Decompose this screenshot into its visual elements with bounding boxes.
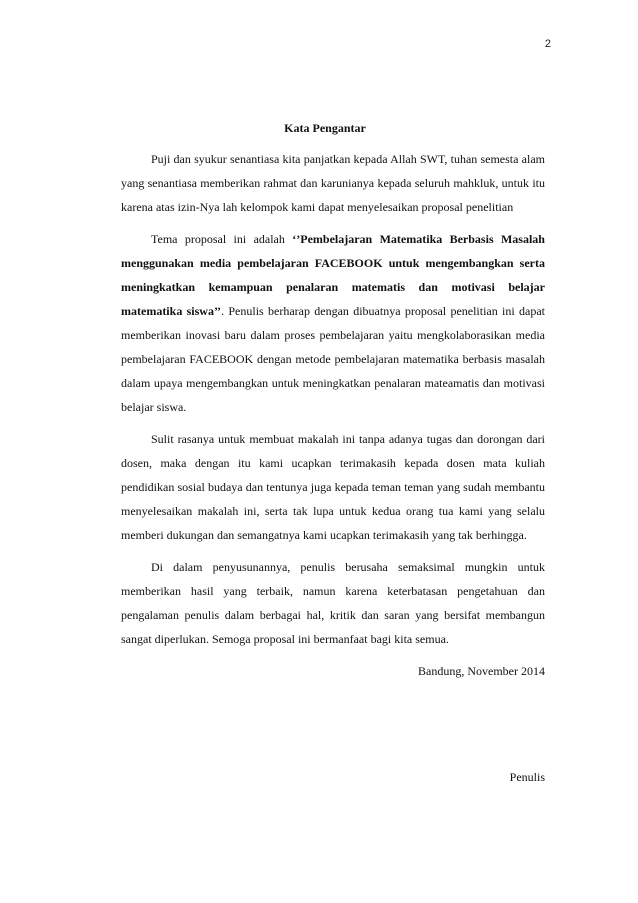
page-number: 2: [544, 38, 551, 50]
paragraph-2: [121, 227, 545, 419]
paragraph-3: Sulit rasanya untuk membuat makalah ini tanpa adanya tugas dan dorongan dari dosen, maka dengan itu kami ucapkan terimakasih kepada dosen mata kuliah pendidikan sosial budaya dan tentunya juga kepada teman teman yang sudah membantu menyelesaikan makalah ini, serta tak lupa untuk kedua orang tua kami yang selalu memberi dukungan dan semangatnya kami ucapkan terimakasih yang tak berhingga.: [121, 432, 545, 542]
page-title: Kata Pengantar: [284, 121, 366, 135]
signer: Penulis: [509, 770, 545, 784]
paragraph-2-suffix: . Penulis berharap dengan dibuatnya proposal penelitian ini dapat memberikan inovasi baru dalam proses pembelajaran yaitu mengkolaborasikan media pembelajaran FACEBOOK dengan metode pembelajaran matematika berbasis masalah dalam upaya mengembangkan untuk meningkatkan penalaran mateamatis dan motivasi belajar siswa.: [121, 304, 545, 414]
paragraph-1: Puji dan syukur senantiasa kita panjatkan kepada Allah SWT, tuhan semesta alam yang senantiasa memberikan rahmat dan karunianya kepada seluruh mahkluk, untuk itu karena atas izin-Nya lah kelompok kami dapat menyelesaikan proposal penelitian: [121, 152, 545, 214]
place-date: Bandung, November 2014: [418, 664, 545, 678]
proposal-theme: ‘’Pembelajaran Matematika Berbasis Masalah menggunakan media pembelajaran FACEBOOK untuk mengembangkan serta meningkatkan kemampuan penalaran matematis dan motivasi belajar matematika siswa’’: [121, 232, 545, 318]
paragraph-4: Di dalam penyusunannya, penulis berusaha semaksimal mungkin untuk memberikan hasil yang terbaik, namun karena keterbatasan pengetahuan dan pengalaman penulis dalam berbagai hal, kritik dan saran yang bersifat membangun sangat diperlukan. Semoga proposal ini bermanfaat bagi kita semua.: [121, 560, 545, 646]
body-text: [121, 147, 545, 683]
paragraph-2-prefix: Tema proposal ini adalah: [151, 232, 293, 246]
